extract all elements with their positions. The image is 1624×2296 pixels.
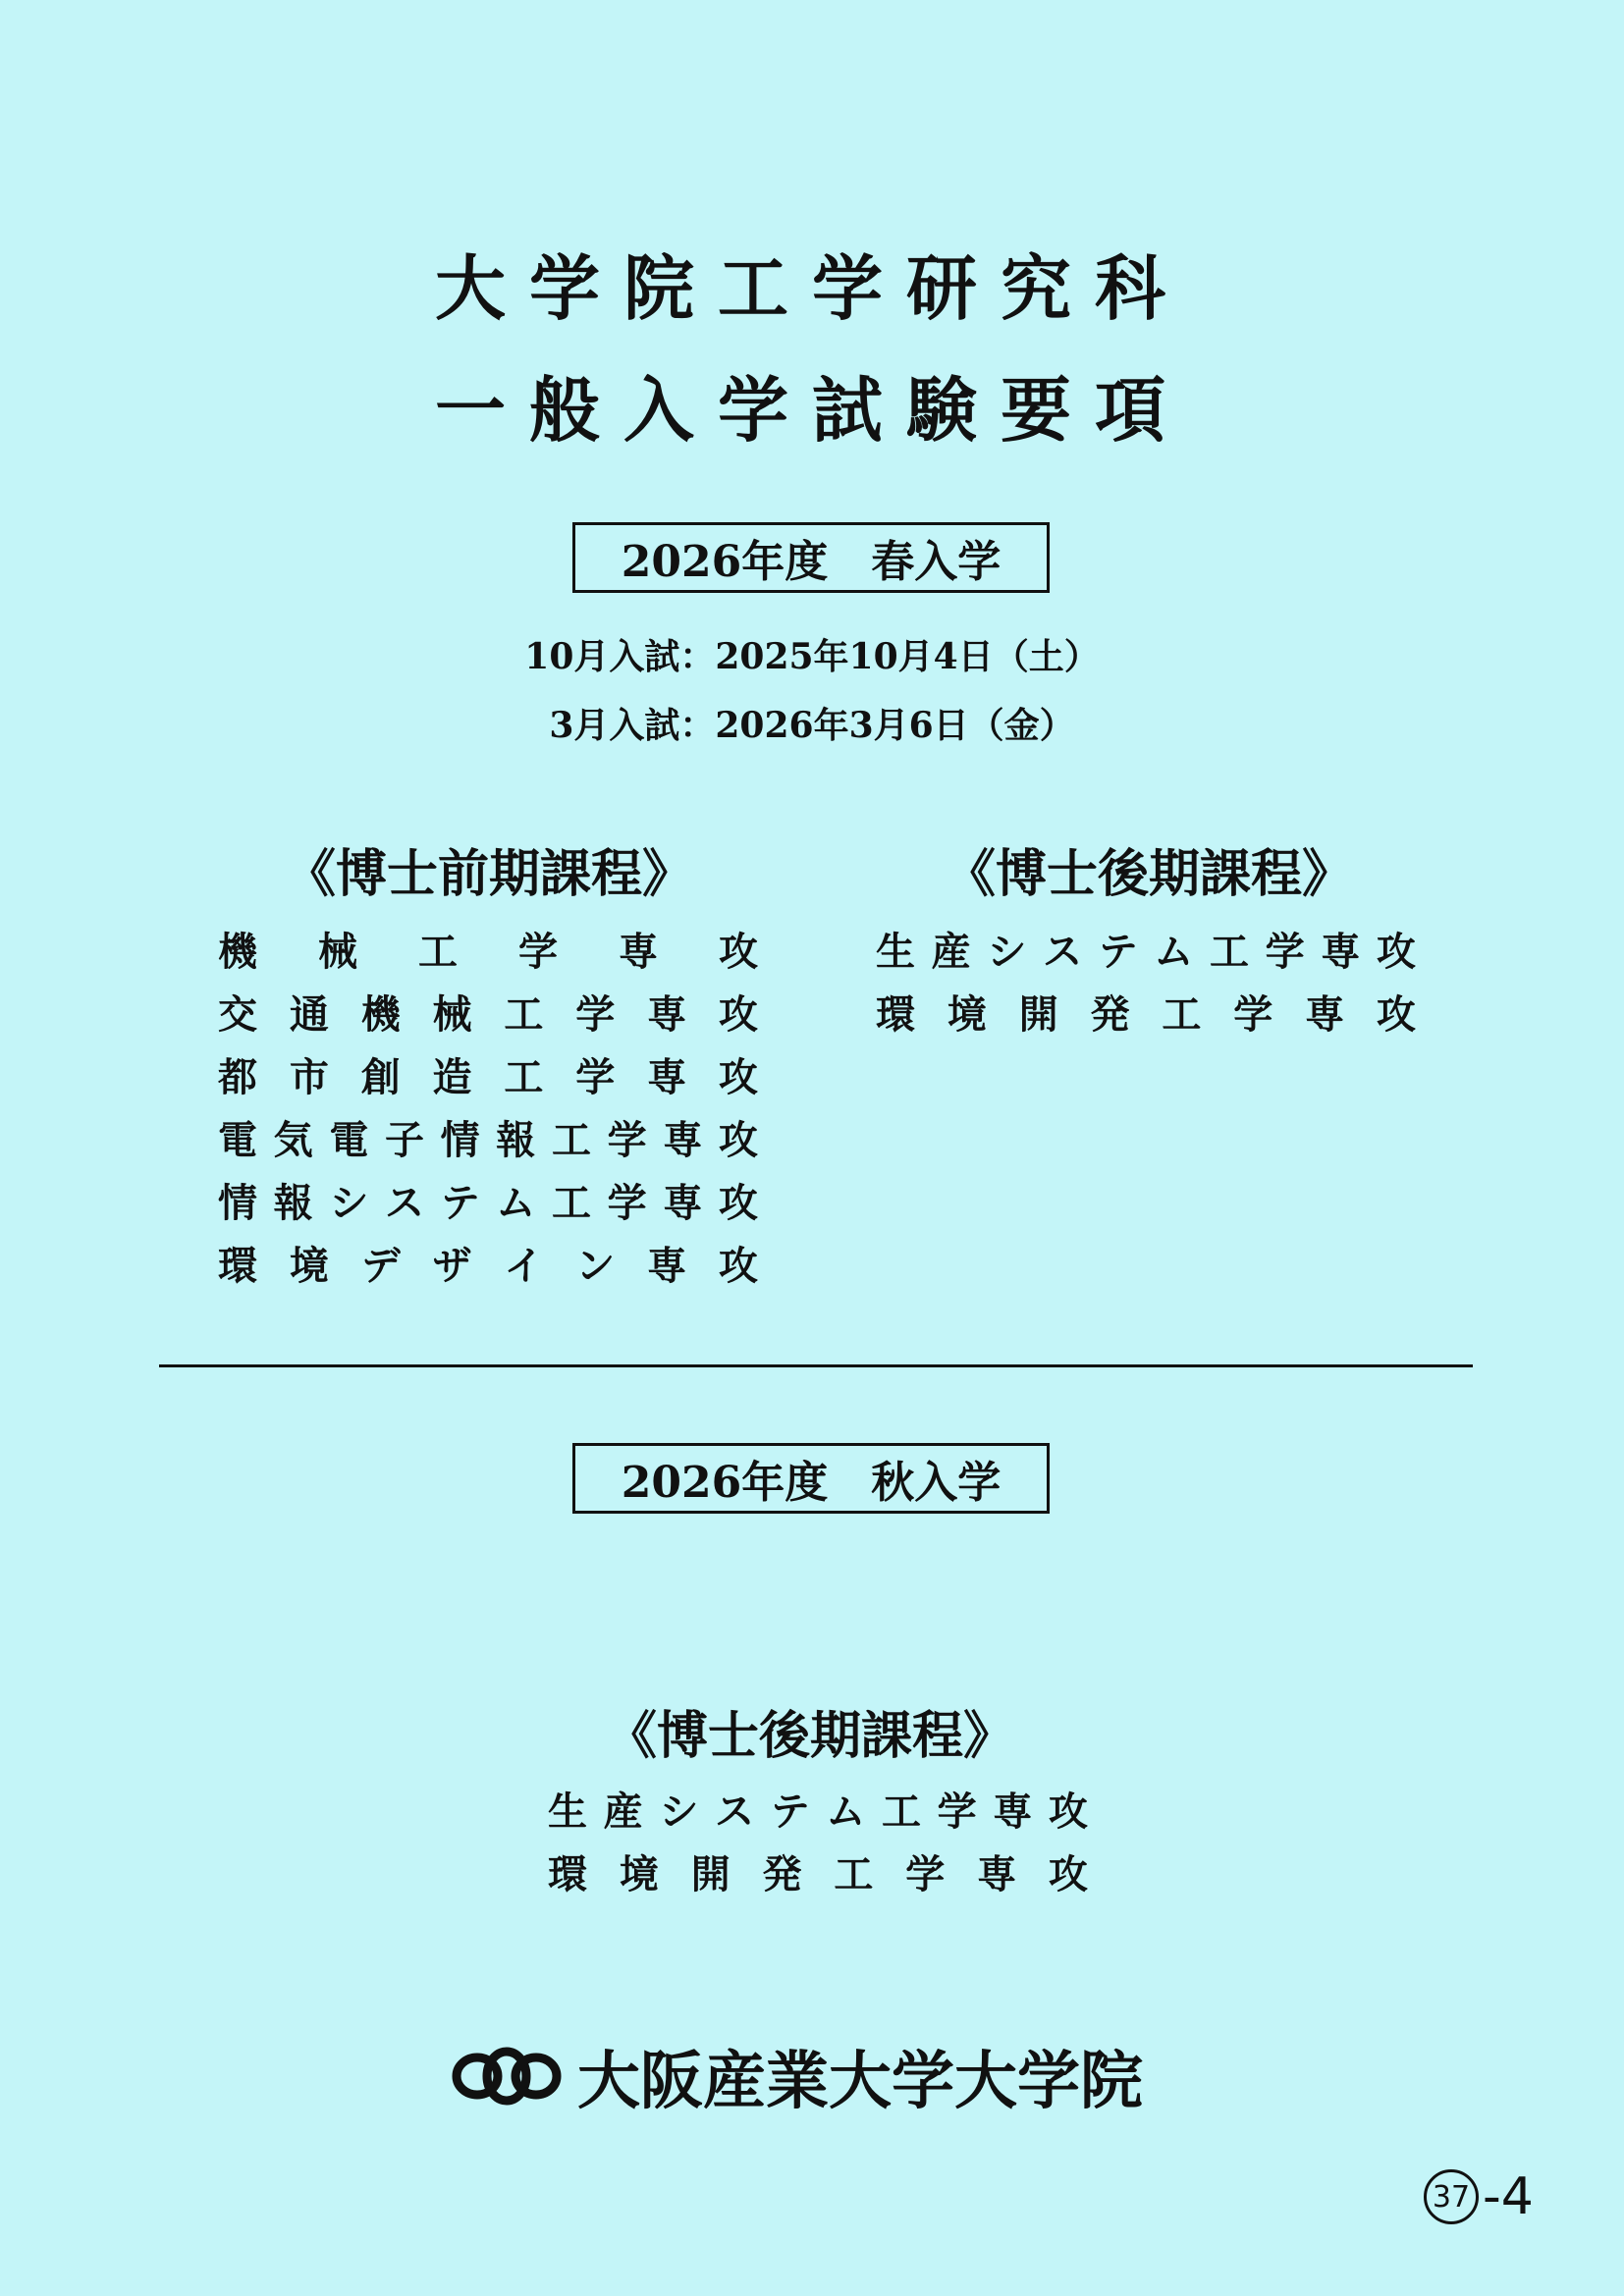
department-char: 工 xyxy=(1162,990,1202,1038)
section-divider xyxy=(159,1364,1473,1367)
department-char: 工 xyxy=(551,1116,591,1163)
department-char: シ xyxy=(329,1179,369,1226)
department-char: 環 xyxy=(548,1850,587,1897)
department-char: テ xyxy=(440,1179,480,1226)
university-logo xyxy=(452,2032,1178,2120)
department-char: 子 xyxy=(384,1116,424,1163)
department-char: 専 xyxy=(619,928,658,975)
spring-master-heading: 《博士前期課程》 xyxy=(284,844,693,904)
department-char: 専 xyxy=(647,990,687,1038)
department-char: 学 xyxy=(905,1850,946,1897)
autumn-doctor-departments xyxy=(548,1777,1088,1902)
university-name: 大阪産業大学大学院 xyxy=(577,2046,1143,2118)
department-char: 環 xyxy=(218,1242,257,1289)
department-char: 械 xyxy=(432,990,472,1038)
department-char: 学 xyxy=(607,1116,647,1163)
department-char: ス xyxy=(714,1788,754,1835)
department-char: 攻 xyxy=(1048,1850,1088,1897)
spring-master-department-item xyxy=(218,1042,758,1105)
department-char: 専 xyxy=(647,1242,687,1289)
department-char: 機 xyxy=(360,990,401,1038)
department-char: 工 xyxy=(1209,928,1249,975)
department-char: 学 xyxy=(607,1179,647,1226)
department-char: ム xyxy=(1154,928,1194,975)
department-char: 機 xyxy=(218,928,257,975)
department-char: 専 xyxy=(647,1053,687,1100)
department-char: 攻 xyxy=(1376,990,1416,1038)
exam-date-march: 3月入試：2026年3月6日（金） xyxy=(549,705,1075,746)
department-char: 専 xyxy=(663,1179,703,1226)
title-line-1: 大学院工学研究科 xyxy=(434,246,1189,330)
department-char: 攻 xyxy=(719,928,758,975)
spring-master-department-item xyxy=(218,917,758,980)
spring-doctor-heading: 《博士後期課程》 xyxy=(944,844,1353,904)
department-char: 情 xyxy=(218,1179,257,1226)
autumn-term-box: 2026年度 秋入学 xyxy=(572,1443,1050,1514)
department-char: 専 xyxy=(1305,990,1345,1038)
department-char: 工 xyxy=(834,1850,874,1897)
department-char: デ xyxy=(360,1242,401,1289)
department-char: 学 xyxy=(1233,990,1273,1038)
department-char: 情 xyxy=(440,1116,480,1163)
title-line-2: 一般入学試験要項 xyxy=(434,368,1189,452)
spring-doctor-departments xyxy=(876,917,1416,1042)
code-circle-number: 37 xyxy=(1424,2169,1479,2224)
department-char: 発 xyxy=(762,1850,802,1897)
department-char: 開 xyxy=(690,1850,731,1897)
department-char: 学 xyxy=(937,1788,977,1835)
autumn-doctor-department-item xyxy=(548,1777,1088,1840)
department-char: 創 xyxy=(360,1053,401,1100)
department-char: 気 xyxy=(273,1116,313,1163)
department-char: ム xyxy=(496,1179,536,1226)
department-char: 械 xyxy=(318,928,357,975)
autumn-doctor-department-item xyxy=(548,1840,1088,1902)
department-char: ン xyxy=(575,1242,616,1289)
department-char: 造 xyxy=(432,1053,472,1100)
department-char: 学 xyxy=(1265,928,1305,975)
department-char: 通 xyxy=(289,990,329,1038)
department-char: 工 xyxy=(504,990,544,1038)
department-char: 産 xyxy=(603,1788,643,1835)
department-char: 専 xyxy=(977,1850,1017,1897)
code-suffix: -4 xyxy=(1483,2167,1534,2226)
department-char: 専 xyxy=(993,1788,1033,1835)
department-char: 学 xyxy=(575,1053,616,1100)
department-char: 攻 xyxy=(718,1053,758,1100)
exam-date-october: 10月入試：2025年10月4日（土） xyxy=(524,636,1100,677)
department-char: 工 xyxy=(418,928,458,975)
department-char: 学 xyxy=(575,990,616,1038)
department-char: 生 xyxy=(876,928,915,975)
department-char: シ xyxy=(659,1788,699,1835)
department-char: 攻 xyxy=(1376,928,1416,975)
spring-master-department-item xyxy=(218,980,758,1042)
department-char: 境 xyxy=(289,1242,329,1289)
department-char: 市 xyxy=(289,1053,329,1100)
department-char: ム xyxy=(826,1788,866,1835)
autumn-doctor-heading: 《博士後期課程》 xyxy=(605,1706,1014,1766)
department-char: 工 xyxy=(881,1788,921,1835)
department-char: 攻 xyxy=(718,1242,758,1289)
department-char: 専 xyxy=(663,1116,703,1163)
department-char: 都 xyxy=(218,1053,257,1100)
department-char: 攻 xyxy=(718,1179,758,1226)
department-char: シ xyxy=(987,928,1027,975)
department-char: 報 xyxy=(273,1179,313,1226)
department-char: 境 xyxy=(947,990,987,1038)
spring-master-department-item xyxy=(218,1168,758,1231)
spring-master-department-item xyxy=(218,1105,758,1168)
university-emblem-icon xyxy=(452,2046,562,2107)
department-char: イ xyxy=(504,1242,544,1289)
department-char: 開 xyxy=(1018,990,1058,1038)
department-char: 境 xyxy=(619,1850,659,1897)
department-char: 発 xyxy=(1090,990,1130,1038)
department-char: テ xyxy=(1098,928,1138,975)
department-char: 攻 xyxy=(718,990,758,1038)
department-char: 電 xyxy=(329,1116,369,1163)
spring-master-departments xyxy=(218,917,758,1294)
department-char: 生 xyxy=(548,1788,587,1835)
exam-dates xyxy=(0,622,1624,760)
department-char: ス xyxy=(1042,928,1082,975)
department-char: 工 xyxy=(504,1053,544,1100)
department-char: 環 xyxy=(876,990,915,1038)
department-char: 工 xyxy=(551,1179,591,1226)
department-char: 産 xyxy=(931,928,971,975)
department-char: 報 xyxy=(496,1116,536,1163)
department-char: 学 xyxy=(518,928,558,975)
document-code xyxy=(1424,2167,1534,2226)
department-char: 交 xyxy=(218,990,257,1038)
department-char: 攻 xyxy=(718,1116,758,1163)
spring-doctor-department-item xyxy=(876,980,1416,1042)
department-char: 電 xyxy=(218,1116,257,1163)
spring-term-box: 2026年度 春入学 xyxy=(572,522,1050,593)
department-char: 攻 xyxy=(1048,1788,1088,1835)
department-char: ス xyxy=(384,1179,424,1226)
spring-master-department-item xyxy=(218,1231,758,1294)
department-char: 専 xyxy=(1321,928,1361,975)
department-char: テ xyxy=(770,1788,810,1835)
spring-doctor-department-item xyxy=(876,917,1416,980)
department-char: ザ xyxy=(432,1242,472,1289)
